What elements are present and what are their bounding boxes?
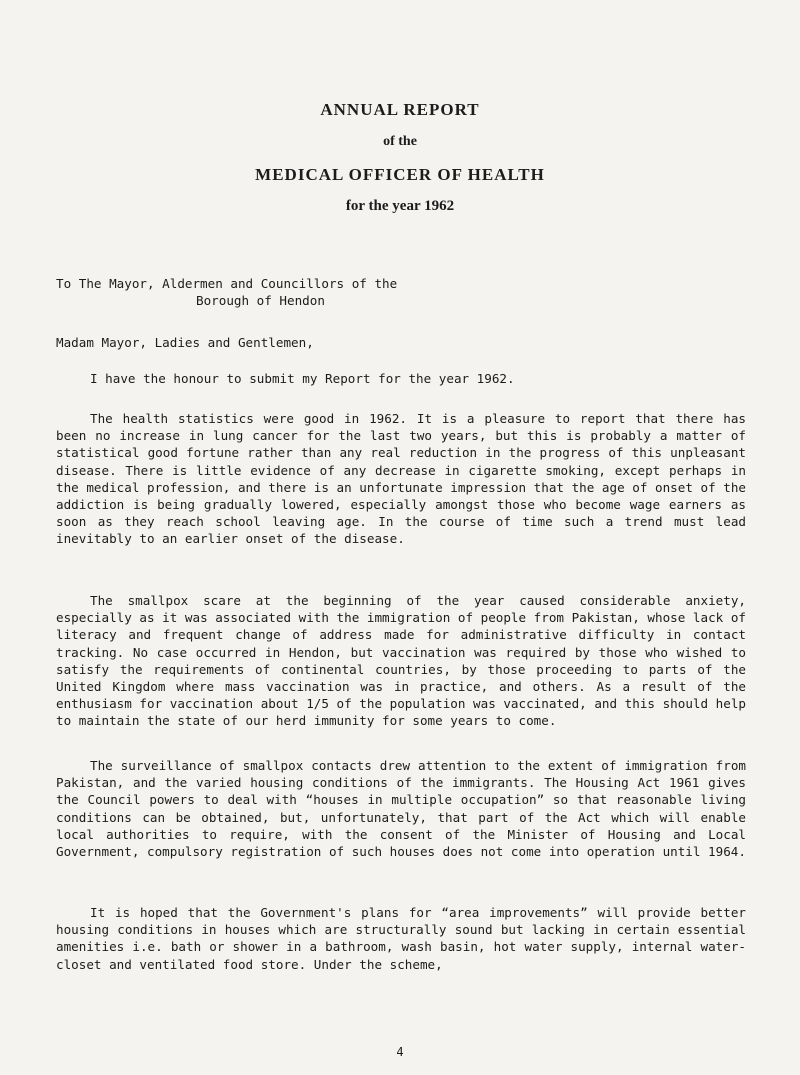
paragraph-intro: I have the honour to submit my Report for the year 1962. xyxy=(90,371,515,386)
paragraph-area-improvements: It is hoped that the Government's plans for “area improvements” will provide better housing conditions in houses which are structurally sound but lacking in certain essential amenities i.e. bath or shower in a bathroom, wash basin, hot water supply, internal water-closet and ventilated food store. Under the scheme, xyxy=(56,905,746,972)
paragraph-health-statistics: The health statistics were good in 1962. It is a pleasure to report that there has been no increase in lung cancer for the last two years, but this is probably a matter of statistical good fortune rather than any real reduction in the progress of this unpleasant disease. There is little evidence of any decrease in cigarette smoking, except perhaps in the medical profession, and there is an unfortunate impression that the age of onset of the addiction is being gradually lowered, especially amongst those who become wage earners as soon as they reach school leaving age. In the course of time such a trend must lead inevitably to an earlier onset of the disease. xyxy=(56,411,746,547)
address-line-1: To The Mayor, Aldermen and Councillors of the xyxy=(56,276,398,291)
page-number: 4 xyxy=(396,1045,404,1059)
paragraph-housing: The surveillance of smallpox contacts drew attention to the extent of immigration from Pakistan, and the varied housing conditions of the immigrants. The Housing Act 1961 gives the Council powers to deal with “houses in multiple occupation” so that reasonable living conditions can be obtained, but, unfortunately, that part of the Act which will enable local authorities to require, with the consent of the Minister of Housing and Local Government, compulsory registration of such houses does not come into operation until 1964. xyxy=(56,758,746,860)
address-line-2: Borough of Hendon xyxy=(196,293,325,308)
report-title: ANNUAL REPORT xyxy=(320,100,480,119)
salutation: Madam Mayor, Ladies and Gentlemen, xyxy=(56,335,314,350)
report-year: for the year 1962 xyxy=(345,198,455,214)
paragraph-smallpox: The smallpox scare at the beginning of the year caused considerable anxiety, especially as it was associated with the immigration of people from Pakistan, whose lack of literacy and frequent change of address made for administrative difficulty in contact tracking. No case occurred in Hendon, but vaccination was required by those who wished to satisfy the requirements of continental countries, by those proceeding to parts of the United Kingdom where mass vaccination was in practice, and others. As a result of the enthusiasm for vaccination about 1/5 of the population was vaccinated, and this should help to maintain the state of our herd immunity for some years to come. xyxy=(56,593,746,729)
report-subtitle: MEDICAL OFFICER OF HEALTH xyxy=(255,165,545,184)
report-of-line: of the xyxy=(383,134,417,149)
